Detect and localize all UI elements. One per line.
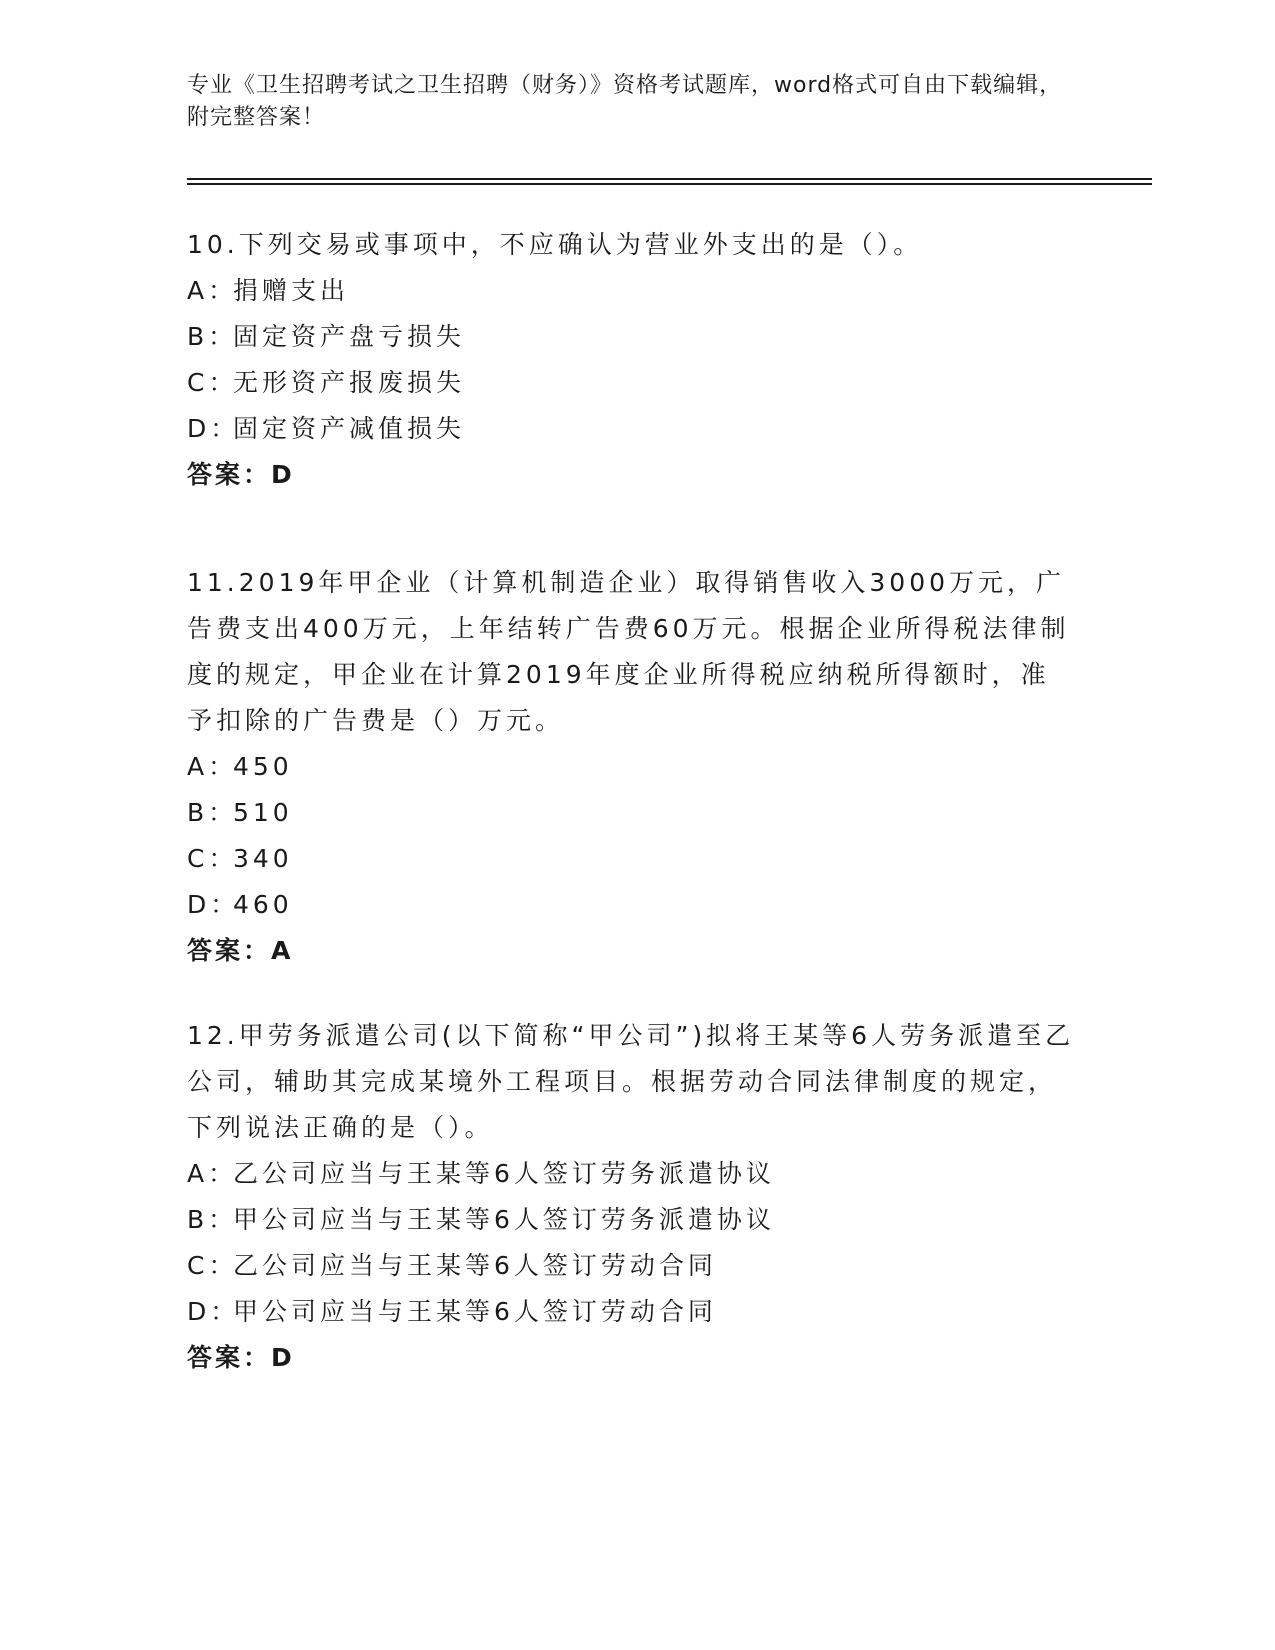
header-divider-bottom xyxy=(187,183,1152,185)
answer-line: 答案：D xyxy=(187,1343,295,1372)
option-text: 甲公司应当与王某等6人签订劳动合同 xyxy=(233,1297,717,1326)
option-letter: C： xyxy=(187,1251,238,1280)
option-letter: D： xyxy=(187,890,240,919)
answer-line: 答案：D xyxy=(187,460,295,489)
option-text: 450 xyxy=(233,752,293,781)
option-text: 乙公司应当与王某等6人签订劳务派遣协议 xyxy=(233,1159,775,1188)
option-c xyxy=(187,360,1077,406)
option-a xyxy=(187,268,1077,314)
question-stem: 12.甲劳务派遣公司(以下简称“甲公司”)拟将王某等6人劳务派遣至乙公司，辅助其完成某境外工程项目。根据劳动合同法律制度的规定，下列说法正确的是（）。 xyxy=(187,1021,1075,1142)
option-c xyxy=(187,1243,1077,1289)
option-text: 无形资产报废损失 xyxy=(233,368,466,397)
option-text: 捐赠支出 xyxy=(233,276,350,305)
option-text: 固定资产减值损失 xyxy=(233,414,466,443)
option-letter: B： xyxy=(187,1205,238,1234)
option-letter: C： xyxy=(187,844,238,873)
option-a xyxy=(187,1151,1077,1197)
option-d xyxy=(187,406,1077,452)
option-b xyxy=(187,790,1077,836)
option-b xyxy=(187,314,1077,360)
document-header: 专业《卫生招聘考试之卫生招聘（财务）》资格考试题库，word格式可自由下载编辑，附完整答案！ xyxy=(187,73,1063,130)
option-letter: D： xyxy=(187,1297,240,1326)
question-stem: 10.下列交易或事项中，不应确认为营业外支出的是（）。 xyxy=(187,230,923,259)
option-text: 340 xyxy=(233,844,293,873)
question-11 xyxy=(187,560,1077,974)
option-letter: B： xyxy=(187,798,238,827)
option-letter: B： xyxy=(187,322,238,351)
option-letter: D： xyxy=(187,414,240,443)
option-d xyxy=(187,1289,1077,1335)
option-b xyxy=(187,1197,1077,1243)
option-letter: A： xyxy=(187,752,238,781)
answer-line: 答案：A xyxy=(187,936,294,965)
option-d xyxy=(187,882,1077,928)
option-text: 乙公司应当与王某等6人签订劳动合同 xyxy=(233,1251,717,1280)
option-text: 460 xyxy=(233,890,293,919)
option-letter: C： xyxy=(187,368,238,397)
question-12 xyxy=(187,1013,1077,1381)
question-stem: 11.2019年甲企业（计算机制造企业）取得销售收入3000万元，广告费支出400万元，上年结转广告费60万元。根据企业所得税法律制度的规定，甲企业在计算2019年度企业所得税应纳税所得额时，准予扣除的广告费是（）万元。 xyxy=(187,568,1070,735)
option-text: 甲公司应当与王某等6人签订劳务派遣协议 xyxy=(233,1205,775,1234)
option-letter: A： xyxy=(187,276,238,305)
option-c xyxy=(187,836,1077,882)
header-divider-top xyxy=(187,178,1152,180)
option-text: 固定资产盘亏损失 xyxy=(233,322,466,351)
option-a xyxy=(187,744,1077,790)
option-letter: A： xyxy=(187,1159,238,1188)
option-text: 510 xyxy=(233,798,293,827)
question-10 xyxy=(187,222,1077,498)
